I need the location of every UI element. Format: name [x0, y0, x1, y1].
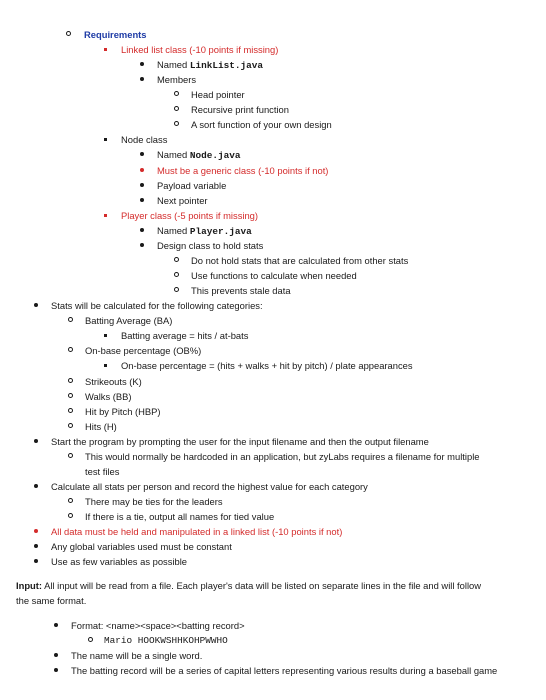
calc-all-text: Calculate all stats per person and record the highest value for each category: [51, 481, 368, 492]
square-bullet: [104, 134, 107, 146]
ring-bullet: [174, 119, 179, 131]
ring-bullet: [68, 376, 73, 388]
head-pointer-text: Head pointer: [191, 89, 245, 100]
no-calc-stats-text: Do not hold stats that are calculated from other stats: [191, 255, 409, 266]
ring-bullet: [68, 451, 73, 463]
named-prefix: Named: [157, 149, 190, 160]
ring-bullet: [88, 635, 93, 647]
ring-bullet: [66, 29, 71, 41]
square-bullet: [104, 360, 107, 372]
dot-bullet: [34, 436, 38, 448]
dot-bullet: [34, 526, 38, 538]
dot-bullet: [34, 556, 38, 568]
dot-bullet: [140, 195, 144, 207]
sort-function-text: A sort function of your own design: [191, 119, 332, 130]
ring-bullet: [174, 270, 179, 282]
design-class-text: Design class to hold stats: [157, 240, 264, 251]
few-vars-text: Use as few variables as possible: [51, 556, 188, 567]
walks-text: Walks (BB): [85, 391, 132, 402]
dot-bullet: [34, 481, 38, 493]
generic-class-text: Must be a generic class (-10 points if not): [157, 165, 329, 176]
node-class-text: Node class: [121, 134, 168, 145]
ring-bullet: [68, 315, 73, 327]
dot-bullet: [54, 620, 58, 632]
node-file-name: Node.java: [189, 150, 241, 161]
ba-formula-text: Batting average = hits / at-bats: [121, 330, 249, 341]
next-pointer-text: Next pointer: [157, 195, 208, 206]
use-functions-text: Use functions to calculate when needed: [191, 270, 357, 281]
ring-bullet: [68, 345, 73, 357]
dot-bullet: [140, 59, 144, 71]
prevents-stale-text: This prevents stale data: [191, 285, 291, 296]
hardcoded-text-line2: test files: [85, 466, 120, 477]
globals-text: Any global variables used must be constant: [51, 541, 232, 552]
format-text: Format: <name><space><batting record>: [71, 620, 245, 631]
dot-bullet: [140, 240, 144, 252]
ring-bullet: [68, 421, 73, 433]
start-prompt-text: Start the program by prompting the user for the input filename and then the output filename: [51, 436, 429, 447]
ring-bullet: [68, 391, 73, 403]
hardcoded-text-line1: This would normally be hardcoded in an application, but zyLabs requires a filename for multiple: [85, 451, 480, 462]
player-file-name: Player.java: [189, 226, 252, 237]
batting-record-text: The batting record will be a series of capital letters representing various results during a baseball game: [71, 665, 498, 676]
example-text: Mario HOOKWSHHKOHPWWHO: [104, 635, 228, 646]
ring-bullet: [68, 496, 73, 508]
recursive-print-text: Recursive print function: [191, 104, 289, 115]
ring-bullet: [174, 89, 179, 101]
ring-bullet: [174, 285, 179, 297]
named-prefix: Named: [157, 225, 190, 236]
linked-list-class-text: Linked list class (-10 points if missing): [121, 44, 279, 55]
strikeouts-text: Strikeouts (K): [85, 376, 142, 387]
ring-bullet: [174, 104, 179, 116]
ba-text: Batting Average (BA): [85, 315, 173, 326]
dot-bullet: [140, 180, 144, 192]
dot-bullet: [140, 225, 144, 237]
square-bullet: [104, 210, 107, 222]
dot-bullet: [34, 541, 38, 553]
obp-formula-text: On-base percentage = (hits + walks + hit by pitch) / plate appearances: [121, 360, 413, 371]
dot-bullet: [34, 300, 38, 312]
player-class-text: Player class (-5 points if missing): [121, 210, 259, 221]
linklist-file-text: [157, 59, 263, 72]
tie-output-text: If there is a tie, output all names for tied value: [85, 511, 275, 522]
linklist-file-name: LinkList.java: [189, 60, 263, 71]
single-word-text: The name will be a single word.: [71, 650, 203, 661]
dot-bullet: [140, 149, 144, 161]
ring-bullet: [68, 406, 73, 418]
input-label: Input:: [16, 580, 43, 591]
ties-text: There may be ties for the leaders: [85, 496, 223, 507]
input-desc-line2: the same format.: [16, 595, 87, 606]
dot-bullet: [54, 665, 58, 677]
dot-bullet: [140, 74, 144, 86]
members-text: Members: [157, 74, 197, 85]
dot-bullet: [140, 165, 144, 177]
hbp-text: Hit by Pitch (HBP): [85, 406, 161, 417]
named-prefix: Named: [157, 59, 190, 70]
dot-bullet: [54, 650, 58, 662]
ring-bullet: [174, 255, 179, 267]
requirements-heading: Requirements: [84, 29, 147, 40]
ring-bullet: [68, 511, 73, 523]
square-bullet: [104, 330, 107, 342]
square-bullet: [104, 44, 107, 56]
payload-text: Payload variable: [157, 180, 227, 191]
player-file-text: [157, 225, 252, 238]
stats-intro-text: Stats will be calculated for the following categories:: [51, 300, 263, 311]
input-desc-line1: All input will be read from a file. Each player's data will be listed on separate lines in the file and will follow: [42, 580, 482, 591]
obp-text: On-base percentage (OB%): [85, 345, 202, 356]
linked-list-data-text: All data must be held and manipulated in a linked list (-10 points if not): [51, 526, 343, 537]
node-file-text: [157, 149, 240, 162]
hits-text: Hits (H): [85, 421, 117, 432]
input-paragraph-line1: [16, 580, 481, 592]
